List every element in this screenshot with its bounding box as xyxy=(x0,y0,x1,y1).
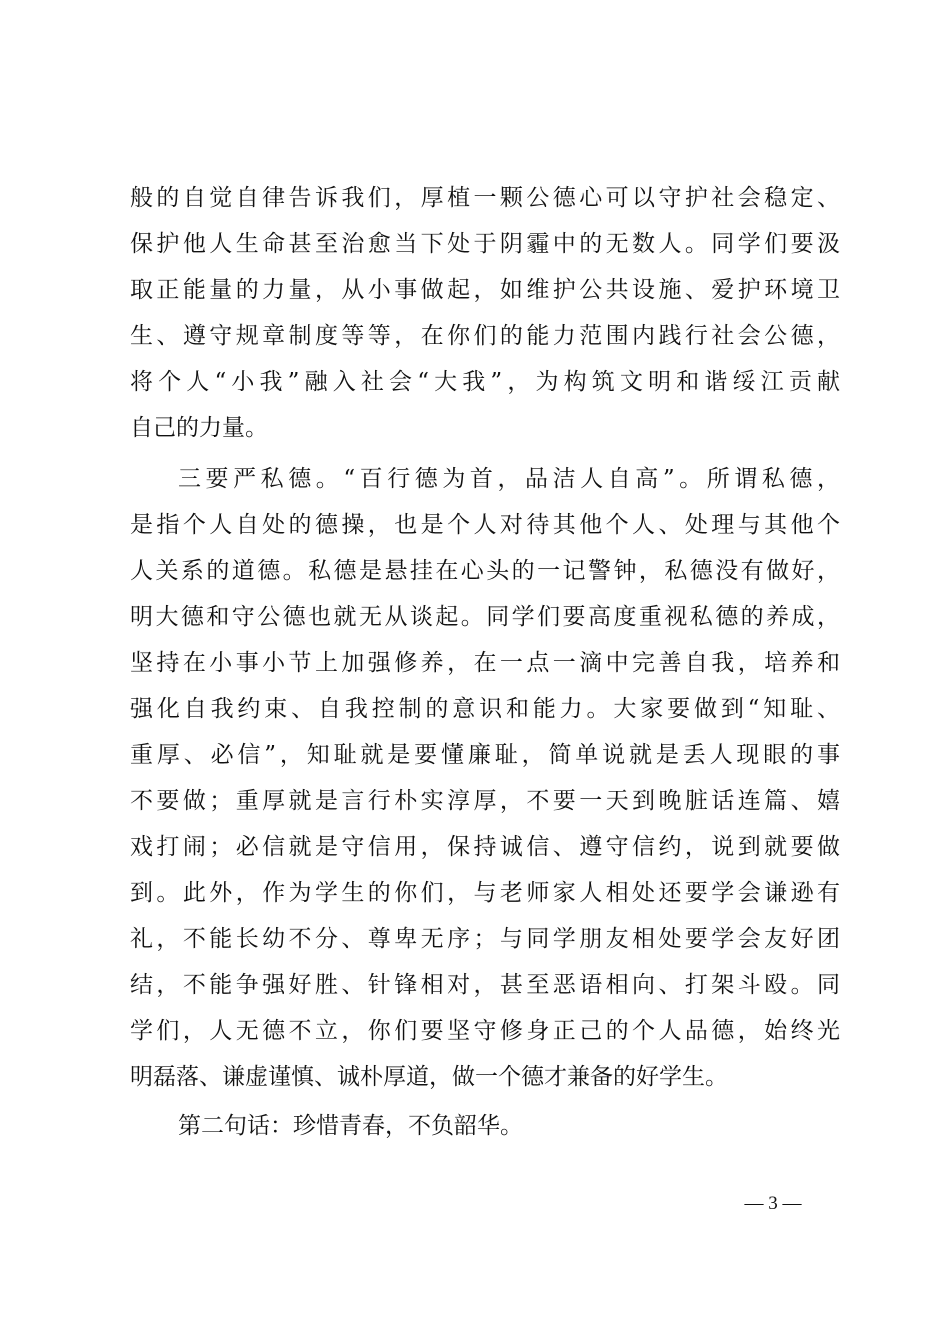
body-text-line: 将个人“小我”融入社会“大我”，为构筑文明和谐绥江贡献 xyxy=(130,369,840,395)
body-text-line: 强化自我约束、自我控制的意识和能力。大家要做到“知耻、 xyxy=(130,696,840,722)
body-text-line: 般的自觉自律告诉我们，厚植一颗公德心可以守护社会稳定、 xyxy=(130,185,840,211)
body-text-line: 坚持在小事小节上加强修养，在一点一滴中完善自我，培养和 xyxy=(130,650,840,676)
body-text-line: 明磊落、谦虚谨慎、诚朴厚道，做一个德才兼备的好学生。 xyxy=(130,1064,728,1090)
body-text-line: 明大德和守公德也就无从谈起。同学们要高度重视私德的养成， xyxy=(130,604,840,630)
body-text-line: 自己的力量。 xyxy=(130,415,268,441)
body-text-line: 结，不能争强好胜、针锋相对，甚至恶语相向、打架斗殴。同 xyxy=(130,972,840,998)
body-text-line: 戏打闹；必信就是守信用，保持诚信、遵守信约，说到就要做 xyxy=(130,834,840,860)
body-text-line: 取正能量的力量，从小事做起，如维护公共设施、爱护环境卫 xyxy=(130,277,840,303)
body-text-line: 礼，不能长幼不分、尊卑无序；与同学朋友相处要学会友好团 xyxy=(130,926,840,952)
body-text-line: 到。此外，作为学生的你们，与老师家人相处还要学会谦逊有 xyxy=(130,880,840,906)
body-text-line: 重厚、必信”，知耻就是要懂廉耻，简单说就是丢人现眼的事 xyxy=(130,742,840,768)
section-heading-line: 第二句话：珍惜青春，不负韶华。 xyxy=(178,1113,523,1139)
body-text-line: 学们，人无德不立，你们要坚守修身正己的个人品德，始终光 xyxy=(130,1018,840,1044)
paragraph-start-line: 三要严私德。“百行德为首，品洁人自高”。所谓私德， xyxy=(178,466,840,492)
body-text-line: 保护他人生命甚至治愈当下处于阴霾中的无数人。同学们要汲 xyxy=(130,231,840,257)
body-text-line: 是指个人自处的德操，也是个人对待其他个人、处理与其他个 xyxy=(130,512,840,538)
page-number: — 3 — xyxy=(744,1193,802,1214)
body-text-line: 生、遵守规章制度等等，在你们的能力范围内践行社会公德， xyxy=(130,323,840,349)
body-text-line: 不要做；重厚就是言行朴实淳厚，不要一天到晚脏话连篇、嬉 xyxy=(130,788,840,814)
body-text-line: 人关系的道德。私德是悬挂在心头的一记警钟，私德没有做好， xyxy=(130,558,840,584)
